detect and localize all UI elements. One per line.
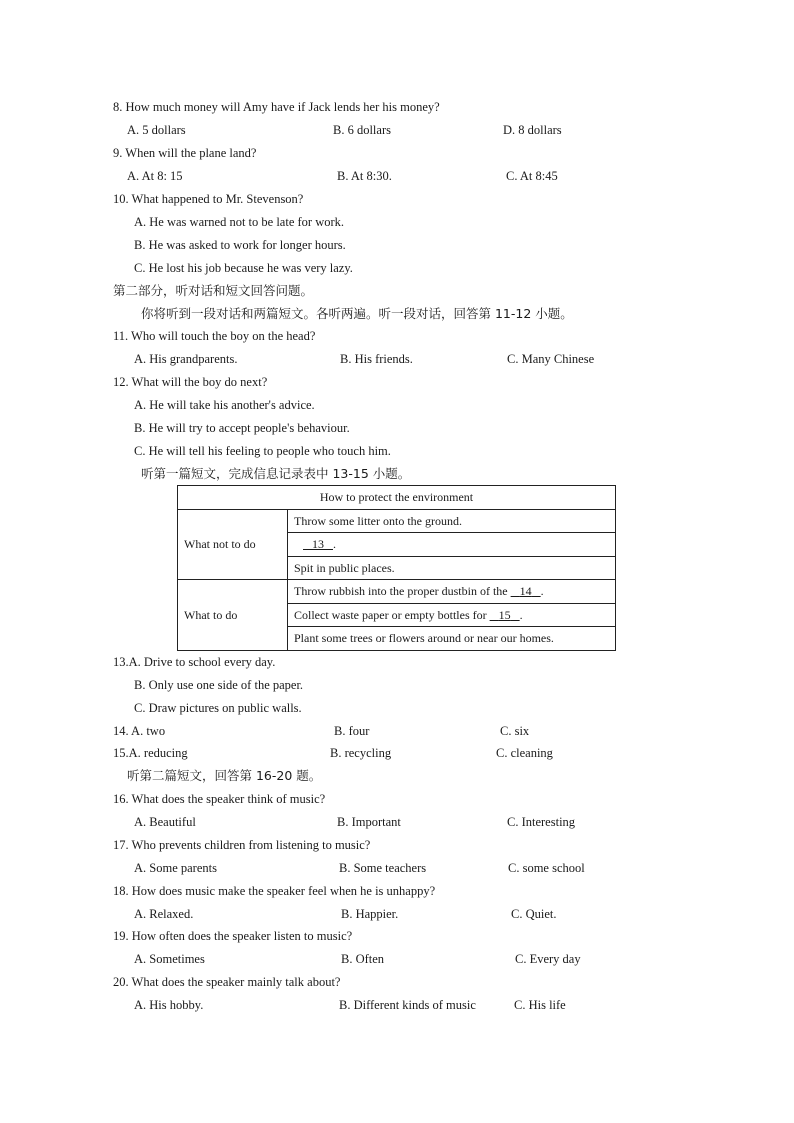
- blank-15: 15: [498, 607, 511, 622]
- question-11-option-b: B. His friends.: [340, 352, 413, 366]
- blank-13: 13: [312, 537, 324, 552]
- question-16-stem: 16. What does the speaker think of music?: [113, 792, 326, 806]
- question-14-option-b: B. four: [334, 724, 370, 738]
- question-19-option-a: A. Sometimes: [134, 952, 205, 966]
- question-12-option-a: A. He will take his another's advice.: [134, 398, 315, 412]
- question-8-option-b: B. 6 dollars: [333, 123, 391, 137]
- question-10-option-b: B. He was asked to work for longer hours.: [134, 238, 346, 252]
- part-2-instruction: 你将听到一段对话和两篇短文。各听两遍。听一段对话，回答第 11-12 小题。: [141, 306, 573, 321]
- table-title: How to protect the environment: [178, 486, 616, 510]
- question-17-option-a: A. Some parents: [134, 861, 217, 875]
- question-19-option-b: B. Often: [341, 952, 385, 966]
- question-18-option-c: C. Quiet.: [511, 907, 557, 921]
- question-18-option-b: B. Happier.: [341, 907, 399, 921]
- row-label-what-not-to-do: What not to do: [178, 509, 288, 580]
- question-11-option-a: A. His grandparents.: [134, 352, 238, 366]
- table-cell: Throw some litter onto the ground.: [288, 509, 616, 533]
- question-19-stem: 19. How often does the speaker listen to music?: [113, 929, 353, 943]
- question-9-option-b: B. At 8:30.: [337, 169, 392, 183]
- question-17-stem: 17. Who prevents children from listening to music?: [113, 838, 371, 852]
- question-9-stem: 9. When will the plane land?: [113, 146, 257, 160]
- question-15-option-a: 15.A. reducing: [113, 746, 188, 760]
- question-16-option-c: C. Interesting: [507, 815, 576, 829]
- question-12-option-b: B. He will try to accept people's behaviour.: [134, 421, 350, 435]
- passage-1-instruction: 听第一篇短文，完成信息记录表中 13-15 小题。: [141, 466, 411, 481]
- question-11-option-c: C. Many Chinese: [507, 352, 595, 366]
- question-18-stem: 18. How does music make the speaker feel when he is unhappy?: [113, 884, 436, 898]
- question-12-option-c: C. He will tell his feeling to people who touch him.: [134, 444, 391, 458]
- question-8-option-d: D. 8 dollars: [503, 123, 562, 137]
- question-17-option-c: C. some school: [508, 861, 585, 875]
- question-9-option-c: C. At 8:45: [506, 169, 558, 183]
- question-8-option-a: A. 5 dollars: [127, 123, 186, 137]
- question-16-option-a: A. Beautiful: [134, 815, 196, 829]
- table-cell-blank-13: 13 .: [288, 533, 616, 557]
- question-13-option-a: 13.A. Drive to school every day.: [113, 655, 276, 669]
- question-14-option-a: 14. A. two: [113, 724, 166, 738]
- question-15-option-c: C. cleaning: [496, 746, 553, 760]
- question-15-option-b: B. recycling: [330, 746, 392, 760]
- question-8-stem: 8. How much money will Amy have if Jack lends her his money?: [113, 100, 440, 114]
- question-12-stem: 12. What will the boy do next?: [113, 375, 268, 389]
- question-20-option-a: A. His hobby.: [134, 998, 204, 1012]
- question-19-option-c: C. Every day: [515, 952, 581, 966]
- question-10-option-a: A. He was warned not to be late for work.: [134, 215, 345, 229]
- info-record-table: [177, 485, 616, 651]
- question-14-option-c: C. six: [500, 724, 530, 738]
- question-9-option-a: A. At 8: 15: [127, 169, 183, 183]
- row-label-what-to-do: What to do: [178, 580, 288, 651]
- question-11-stem: 11. Who will touch the boy on the head?: [113, 329, 316, 343]
- table-cell: Plant some trees or flowers around or near our homes.: [288, 627, 616, 651]
- question-16-option-b: B. Important: [337, 815, 401, 829]
- question-20-stem: 20. What does the speaker mainly talk about?: [113, 975, 341, 989]
- question-13-option-c: C. Draw pictures on public walls.: [134, 701, 302, 715]
- part-2-heading: 第二部分，听对话和短文回答问题。: [113, 283, 314, 298]
- table-cell-blank-14: Throw rubbish into the proper dustbin of the 14 .: [288, 580, 616, 604]
- question-17-option-b: B. Some teachers: [339, 861, 427, 875]
- question-13-option-b: B. Only use one side of the paper.: [134, 678, 304, 692]
- question-20-option-b: B. Different kinds of music: [339, 998, 476, 1012]
- table-cell: Spit in public places.: [288, 556, 616, 580]
- question-10-stem: 10. What happened to Mr. Stevenson?: [113, 192, 304, 206]
- table-cell-blank-15: Collect waste paper or empty bottles for 15 .: [288, 603, 616, 627]
- passage-2-instruction: 听第二篇短文，回答第 16-20 题。: [127, 768, 322, 783]
- question-18-option-a: A. Relaxed.: [134, 907, 194, 921]
- blank-14: 14: [519, 584, 532, 599]
- question-10-option-c: C. He lost his job because he was very lazy.: [134, 261, 353, 275]
- question-20-option-c: C. His life: [514, 998, 566, 1012]
